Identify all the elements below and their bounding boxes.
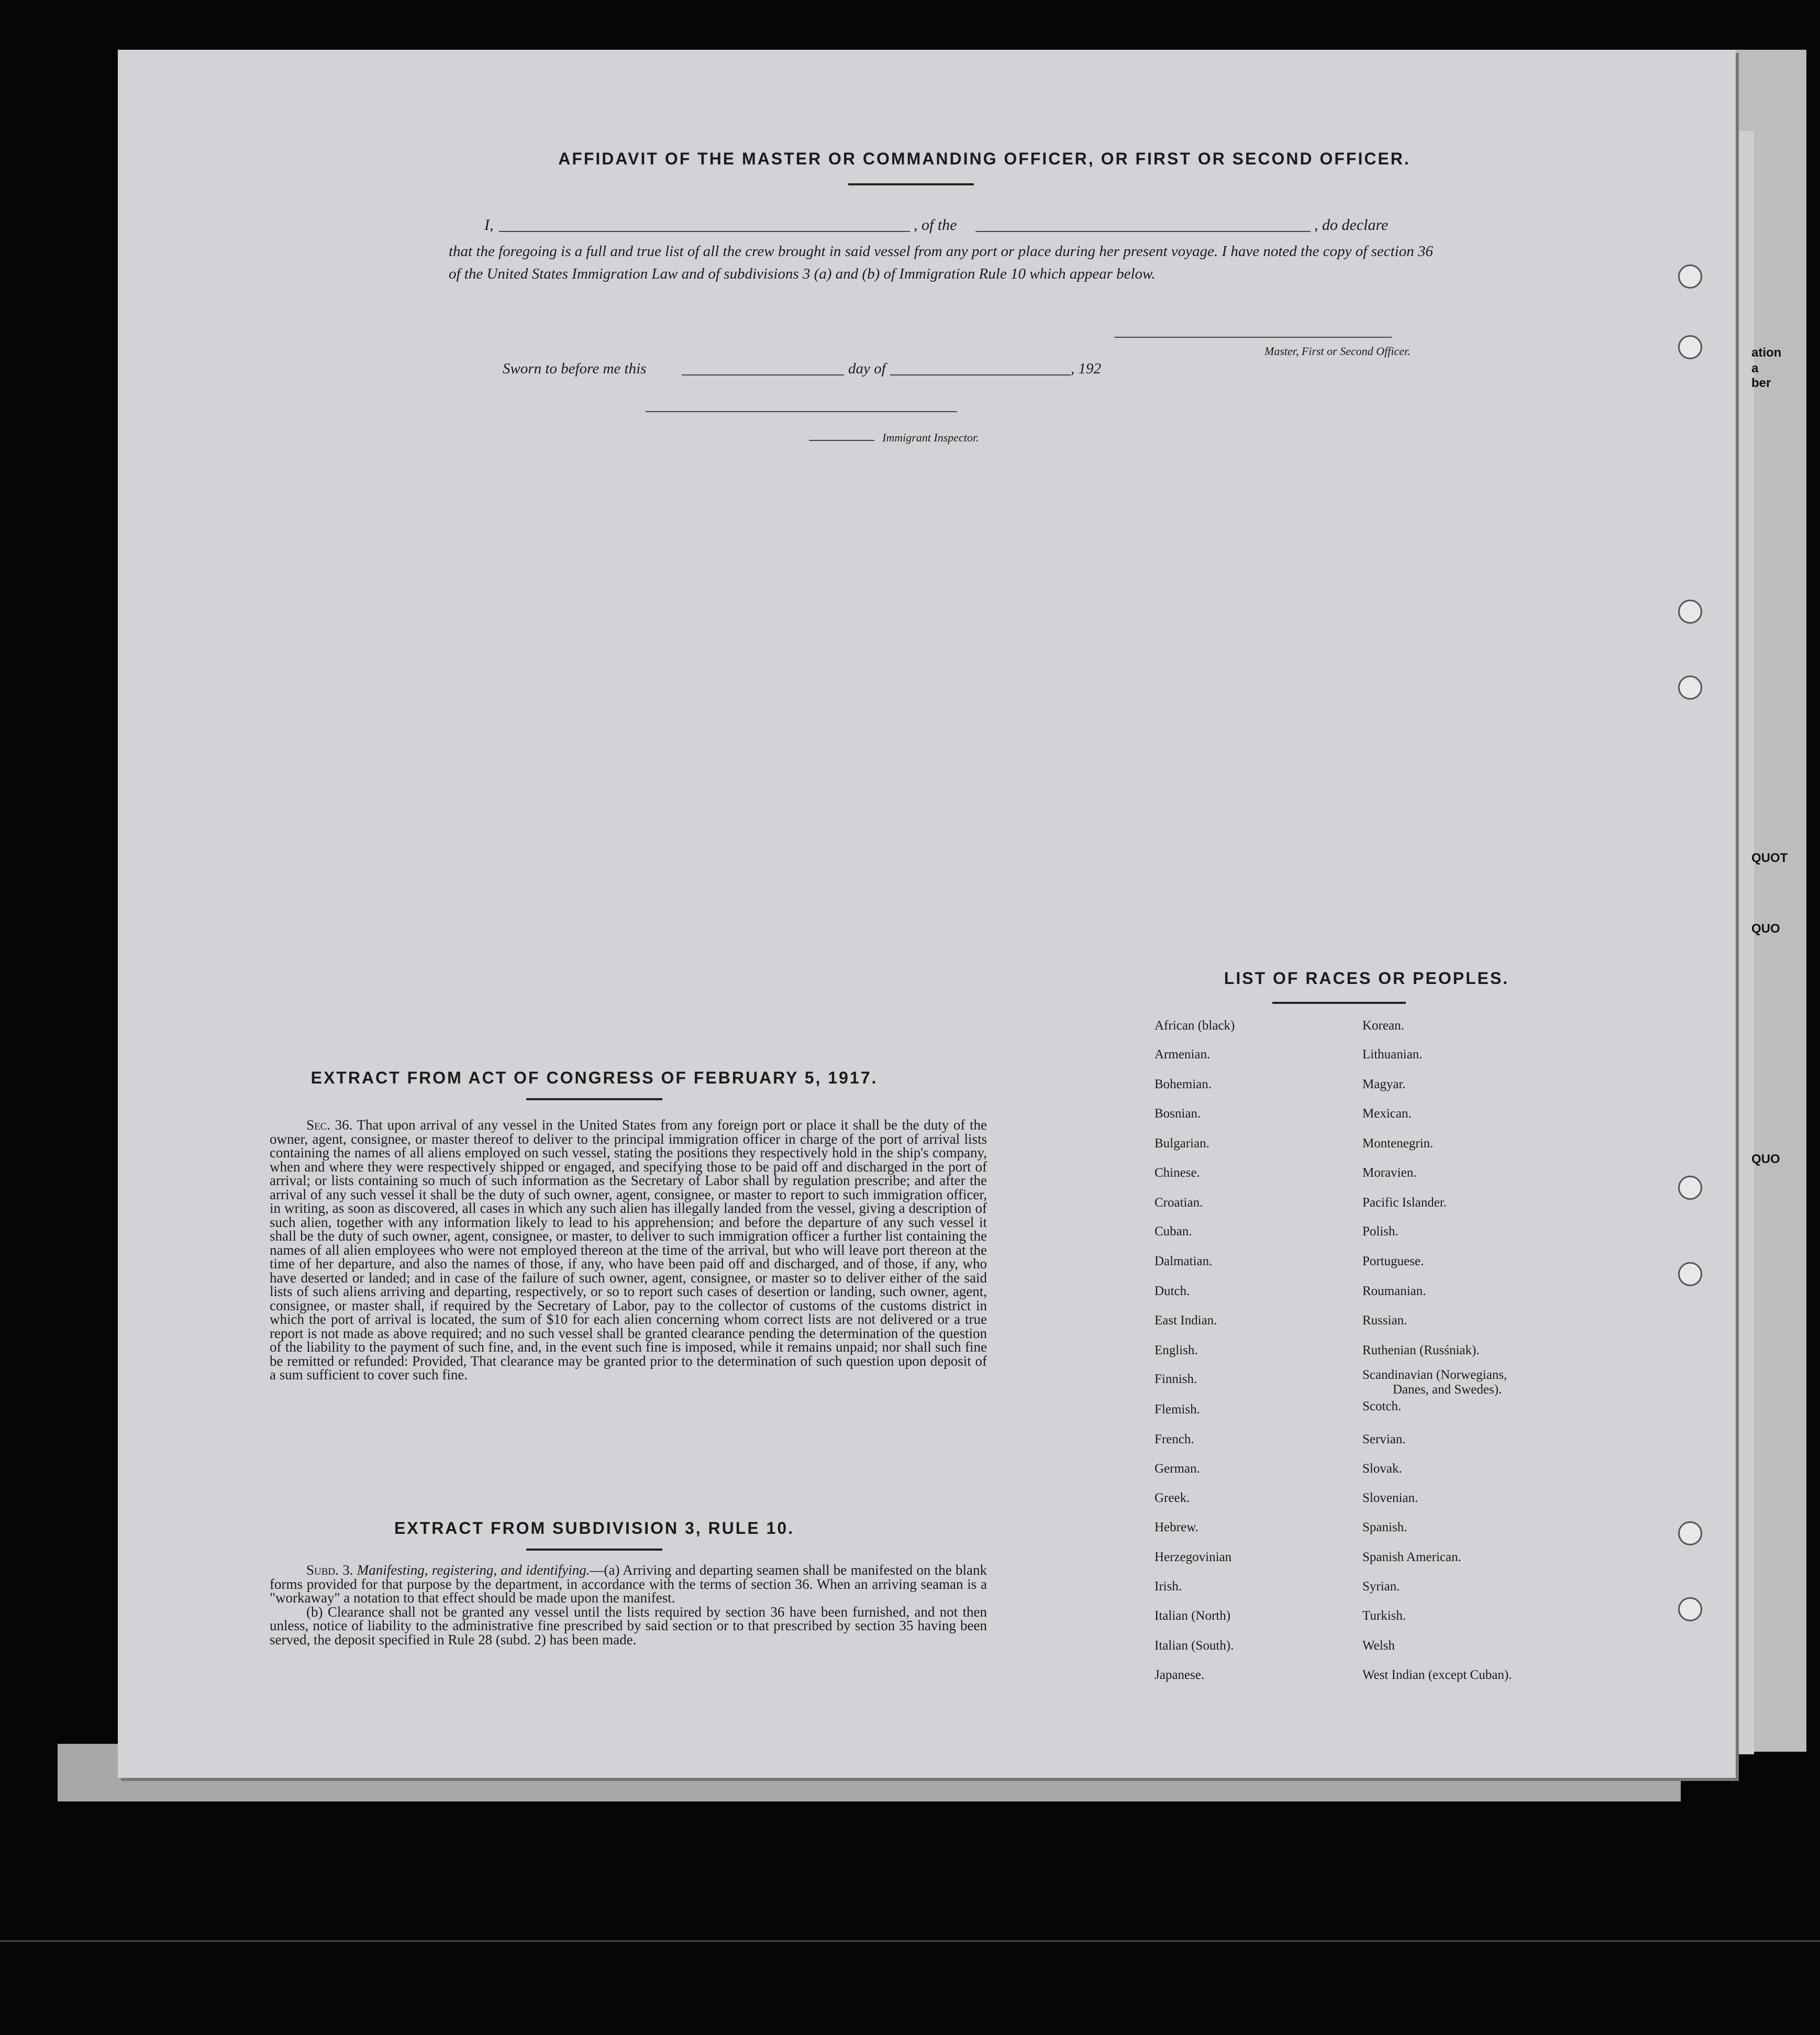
punch-hole <box>1678 1262 1702 1286</box>
race-item: Spanish. <box>1362 1520 1407 1534</box>
act-sec-label: Sec. 36. <box>306 1117 353 1133</box>
rule-subdivision-3 <box>270 1563 987 1646</box>
race-item: Croatian. <box>1155 1196 1203 1210</box>
day-of-text: day of <box>848 360 886 377</box>
rule-subd-label: Subd. 3. <box>306 1562 353 1578</box>
race-item: Scandinavian (Norwegians, <box>1362 1368 1507 1382</box>
master-signature-line <box>1114 337 1392 338</box>
punch-hole <box>1678 600 1702 624</box>
punch-hole <box>1678 676 1702 700</box>
race-item: Pacific Islander. <box>1362 1196 1447 1210</box>
sworn-text: Sworn to before me this <box>503 360 647 377</box>
vessel-blank <box>975 231 1311 232</box>
name-blank <box>499 231 910 232</box>
affidavit-title: AFFIDAVIT OF THE MASTER OR COMMANDING OFFICER, OR FIRST OR SECOND OFFICER. <box>558 149 1411 168</box>
race-item: German. <box>1155 1462 1200 1476</box>
race-item: Dalmatian. <box>1155 1254 1213 1268</box>
race-item: Hebrew. <box>1155 1520 1198 1534</box>
affidavit-i: I, <box>484 216 494 234</box>
race-item: Syrian. <box>1362 1579 1400 1594</box>
inspector-signature-line <box>646 411 957 412</box>
race-item: Welsh <box>1362 1639 1395 1653</box>
rule-b-text: (b) Clearance shall not be granted any vessel until the lists required by section 36 have been furnished, and not then unless, notice of liability to the administrative fine prescribed by said section or to that prescribed by section 35 having been served, the deposit specified in Rule 28 (subd. 2) has been made. <box>270 1603 987 1647</box>
race-item: East Indian. <box>1155 1313 1217 1328</box>
punch-hole <box>1678 1176 1702 1200</box>
race-item: Montenegrin. <box>1362 1136 1434 1151</box>
race-item: Flemish. <box>1155 1402 1200 1417</box>
act-title: EXTRACT FROM ACT OF CONGRESS OF FEBRUARY 5, 1917. <box>310 1068 878 1087</box>
race-item: Magyar. <box>1362 1077 1406 1091</box>
edge-label: QUOT <box>1751 851 1788 865</box>
edge-label: ation <box>1751 346 1782 360</box>
race-item: Mexican. <box>1362 1107 1412 1121</box>
master-label: Master, First or Second Officer. <box>1264 345 1411 358</box>
race-item: Portuguese. <box>1362 1254 1424 1268</box>
race-item: Slovak. <box>1362 1462 1402 1476</box>
race-item: Finnish. <box>1155 1372 1197 1386</box>
race-item: African (black) <box>1155 1019 1235 1033</box>
act-sec-text: That upon arrival of any vessel in the United States from any foreign port or place it shall be the duty of the owner, agent, consignee, or master thereof to deliver to the principal immigration officer in charge of the port of arrival lists containing the names of all aliens employed on such vessel, stating the positions they respectively hold in the ship's company, when and where they were respectively shipped or engaged, and specifying those to be paid off and discharged in the port of arrival; or lists containing so much of such information as the Secretary of Labor shall by regulation prescribe; and after the arrival of any such vessel it shall be the duty of such owner, agent, consignee, or master to report to such immigration officer, in writing, as soon as discovered, all cases in which any such alien has illegally landed from the vessel, giving a description of such alien, together with any information likely to lead to his apprehension; and before the departure of any such vessel it shall be the duty of such owner, agent, consignee, or master, to deliver to such immigration officer a further list containing the names of all alien employees who were not employed thereon at the time of the arrival, but who will leave port thereon at the time of her departure, and also the names of those, if any, who have been paid off and discharged, and of those, if any, who have deserted or landed; and in case of the failure of such owner, agent, consignee, or master so to deliver either of the said lists of such aliens arriving and departing, respectively, or so to report such cases of desertion or landing, such owner, agent, consignee, or master shall, if required by the Secretary of Labor, pay to the collector of customs of the customs district in which the port of arrival is located, the sum of $10 for each alien concerning whom correct lists are not delivered or a true report is not made as above required; and no such vessel shall be granted clearance pending the determination of the question of the liability to the payment of such fine, and, in the event such fine is imposed, while it remains unpaid; nor shall such fine be remitted or refunded: Provided, That clearance may be granted prior to the determination of such question upon deposit of a sum sufficient to cover such fine. <box>270 1117 987 1383</box>
race-item: Japanese. <box>1155 1668 1205 1682</box>
race-item: Herzegovinian <box>1155 1550 1232 1564</box>
rule-title-rule <box>526 1549 662 1551</box>
race-item: Chinese. <box>1155 1166 1200 1180</box>
edge-label: QUO <box>1751 1152 1780 1166</box>
affidavit-body: that the foregoing is a full and true list of all the crew brought in said vessel from any port or place during her present voyage. I have noted the copy of section 36 of the United States Immigration Law and of subdivisions 3 (a) and (b) of Immigration Rule 10 which appear below. <box>449 243 1433 282</box>
race-item: French. <box>1155 1432 1194 1446</box>
race-item: Cuban. <box>1155 1224 1192 1238</box>
race-item: Polish. <box>1362 1224 1399 1238</box>
rule-subd-heading: Manifesting, registering, and identifying. <box>357 1562 590 1578</box>
year-text: , 192 <box>1071 360 1101 377</box>
race-item: Spanish American. <box>1362 1550 1461 1564</box>
race-item: Bulgarian. <box>1155 1136 1209 1151</box>
race-item: Danes, and Swedes). <box>1393 1383 1502 1397</box>
rule-title: EXTRACT FROM SUBDIVISION 3, RULE 10. <box>394 1519 795 1538</box>
race-item: Lithuanian. <box>1362 1047 1423 1061</box>
manifest-sheet <box>118 50 1736 1778</box>
race-item: Slovenian. <box>1362 1491 1418 1505</box>
edge-label: ber <box>1751 376 1771 390</box>
punch-hole <box>1678 1597 1702 1621</box>
race-item: Servian. <box>1362 1432 1406 1446</box>
race-item: West Indian (except Cuban). <box>1362 1668 1512 1682</box>
act-title-rule <box>526 1098 662 1100</box>
race-item: Bosnian. <box>1155 1107 1201 1121</box>
race-item: Roumanian. <box>1362 1284 1426 1298</box>
race-item: Turkish. <box>1362 1609 1406 1623</box>
race-item: Greek. <box>1155 1491 1190 1505</box>
race-item: Moravien. <box>1362 1166 1417 1180</box>
race-item: Russian. <box>1362 1313 1407 1328</box>
rule-a-text: —(a) Arriving and departing seamen shall be manifested on the blank forms provided for that purpose by the department, in accordance with the terms of section 36. When an arriving seaman is a "workaway" a notation to that effect should be made upon the manifest. <box>270 1562 987 1606</box>
race-item: Bohemian. <box>1155 1077 1212 1091</box>
edge-label: a <box>1751 361 1759 375</box>
affidavit-title-rule <box>848 183 974 185</box>
races-title: LIST OF RACES OR PEOPLES. <box>1224 969 1510 988</box>
affidavit-of-the: , of the <box>914 216 957 234</box>
race-item: Dutch. <box>1155 1284 1190 1298</box>
sworn-day-blank <box>682 374 844 375</box>
sworn-month-blank <box>890 374 1071 375</box>
race-item: Italian (South). <box>1155 1639 1234 1653</box>
punch-hole <box>1678 335 1702 359</box>
inspector-short-line <box>809 440 874 441</box>
affidavit-do-declare: , do declare <box>1314 216 1389 234</box>
edge-label: QUO <box>1751 922 1780 936</box>
race-item: Scotch. <box>1362 1399 1402 1413</box>
race-item: Korean. <box>1362 1019 1404 1033</box>
bottom-scan-line <box>0 1940 1820 1942</box>
punch-hole <box>1678 264 1702 289</box>
race-item: Ruthenian (Rusśniak). <box>1362 1343 1480 1357</box>
act-section-36 <box>270 1118 987 1382</box>
inspector-label: Immigrant Inspector. <box>882 431 979 444</box>
race-item: Irish. <box>1155 1579 1182 1594</box>
races-title-rule <box>1272 1002 1406 1004</box>
punch-hole <box>1678 1521 1702 1545</box>
race-item: English. <box>1155 1343 1198 1357</box>
race-item: Armenian. <box>1155 1047 1211 1061</box>
race-item: Italian (North) <box>1155 1609 1231 1623</box>
